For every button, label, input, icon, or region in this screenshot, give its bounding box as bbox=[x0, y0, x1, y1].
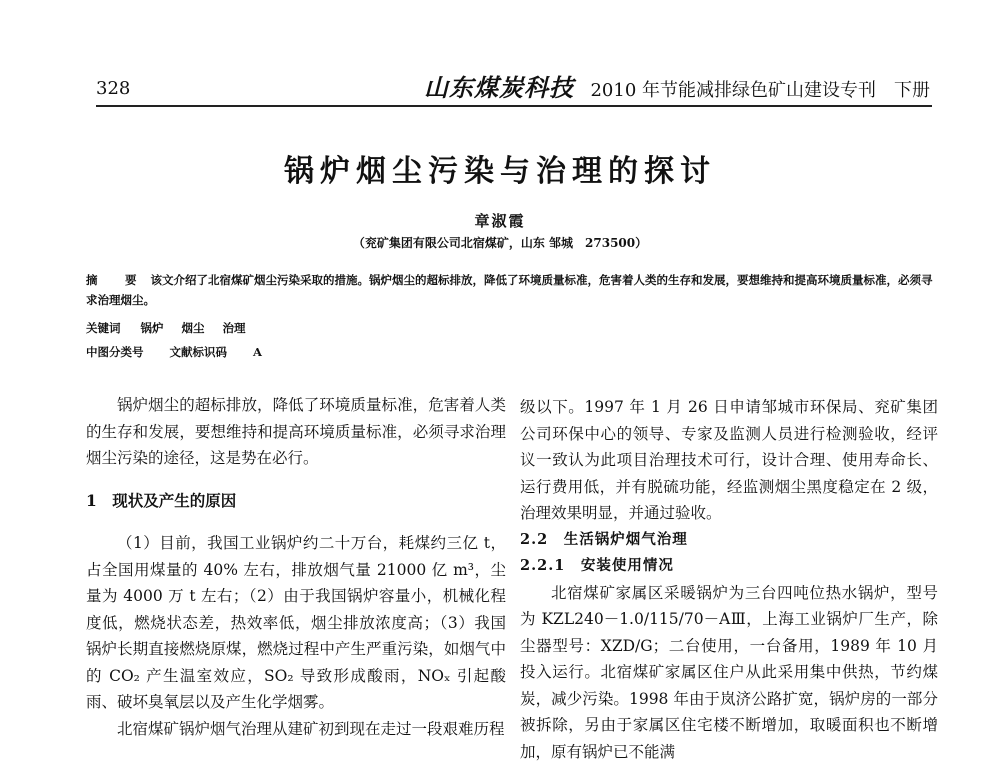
intro-paragraph: 锅炉烟尘的超标排放，降低了环境质量标准，危害着人类的生存和发展，要想维持和提高环境质量标准，必须寻求治理烟尘污染的途径，这是势在必行。 bbox=[86, 392, 506, 472]
header-rule bbox=[96, 105, 932, 107]
keywords-label: 关键词 bbox=[86, 321, 121, 335]
body-paragraph: 级以下。1997 年 1 月 26 日申请邹城市环保局、兖矿集团公司环保中心的领导、专家及监测人员进行检测验收，经评议一致认为此项目治理技术可行，设计合理、使用寿命长、运行费用低，并有脱硫功能，经监测烟尘黑度稳定在 2 级，治理效果明显，并通过验收。 bbox=[520, 394, 938, 527]
keyword: 治理 bbox=[223, 321, 246, 335]
keyword: 锅炉 bbox=[141, 321, 164, 335]
body-paragraph: 北宿煤矿锅炉烟气治理从建矿初到现在走过一段艰难历程 bbox=[86, 716, 506, 743]
doc-code-label: 文献标识码 bbox=[170, 345, 228, 359]
author-affiliation: （兖矿集团有限公司北宿煤矿，山东 邹城 273500） bbox=[0, 234, 1000, 251]
issue-title: 2010 年节能减排绿色矿山建设专刊 下册 bbox=[590, 76, 930, 102]
doc-code: A bbox=[253, 345, 262, 359]
author-name: 章淑霞 bbox=[0, 210, 1000, 231]
subsubsection-heading: 2.2.1 安装使用情况 bbox=[520, 553, 938, 580]
article-title: 锅炉烟尘污染与治理的探讨 bbox=[0, 146, 1000, 190]
body-paragraph: （1）目前，我国工业锅炉约二十万台，耗煤约三亿 t，占全国用煤量的 40% 左右，排放烟气量 21000 亿 m³，尘量为 4000 万 t 左右；（2）由于我国锅炉容量小，机械化程度低，燃烧状态差，热效率低，烟尘排放浓度高；（3）我国锅炉长期直接燃烧原煤，燃烧过程中产生严重污染，如烟气中的 CO₂ 产生温室效应，SO₂ 导致形成酸雨，NOₓ 引起酸雨、破坏臭氧层以及产生化学烟雾。 bbox=[86, 530, 506, 716]
body-paragraph: 北宿煤矿家属区采暖锅炉为三台四吨位热水锅炉，型号为 KZL240－1.0/115/70－AⅢ，上海工业锅炉厂生产，除尘器型号：XZD/G；二台使用，一台备用，1989 年 10 月投入运行。北宿煤矿家属区住户从此采用集中供热，节约煤炭，减少污染。1998 年由于岚济公路扩宽，锅炉房的一部分被拆除，另由于家属区住宅楼不断增加，取暖面积也不断增加，原有锅炉已不能满 bbox=[520, 580, 938, 765]
journal-logo: 山东煤炭科技 bbox=[424, 68, 574, 103]
keywords bbox=[86, 320, 260, 336]
left-column bbox=[86, 392, 506, 742]
abstract bbox=[86, 270, 934, 310]
clc-label: 中图分类号 bbox=[86, 345, 144, 359]
keyword: 烟尘 bbox=[182, 321, 205, 335]
page-number: 328 bbox=[96, 78, 130, 99]
abstract-label: 摘 要 bbox=[86, 273, 145, 287]
right-column bbox=[520, 394, 938, 765]
section-heading: 1 现状及产生的原因 bbox=[86, 488, 506, 515]
classification bbox=[86, 344, 284, 360]
running-header bbox=[96, 68, 930, 102]
abstract-text: 该文介绍了北宿煤矿烟尘污染采取的措施。锅炉烟尘的超标排放，降低了环境质量标准，危害着人类的生存和发展，要想维持和提高环境质量标准，必须寻求治理烟尘。 bbox=[86, 273, 933, 307]
subsection-heading: 2.2 生活锅炉烟气治理 bbox=[520, 527, 938, 554]
